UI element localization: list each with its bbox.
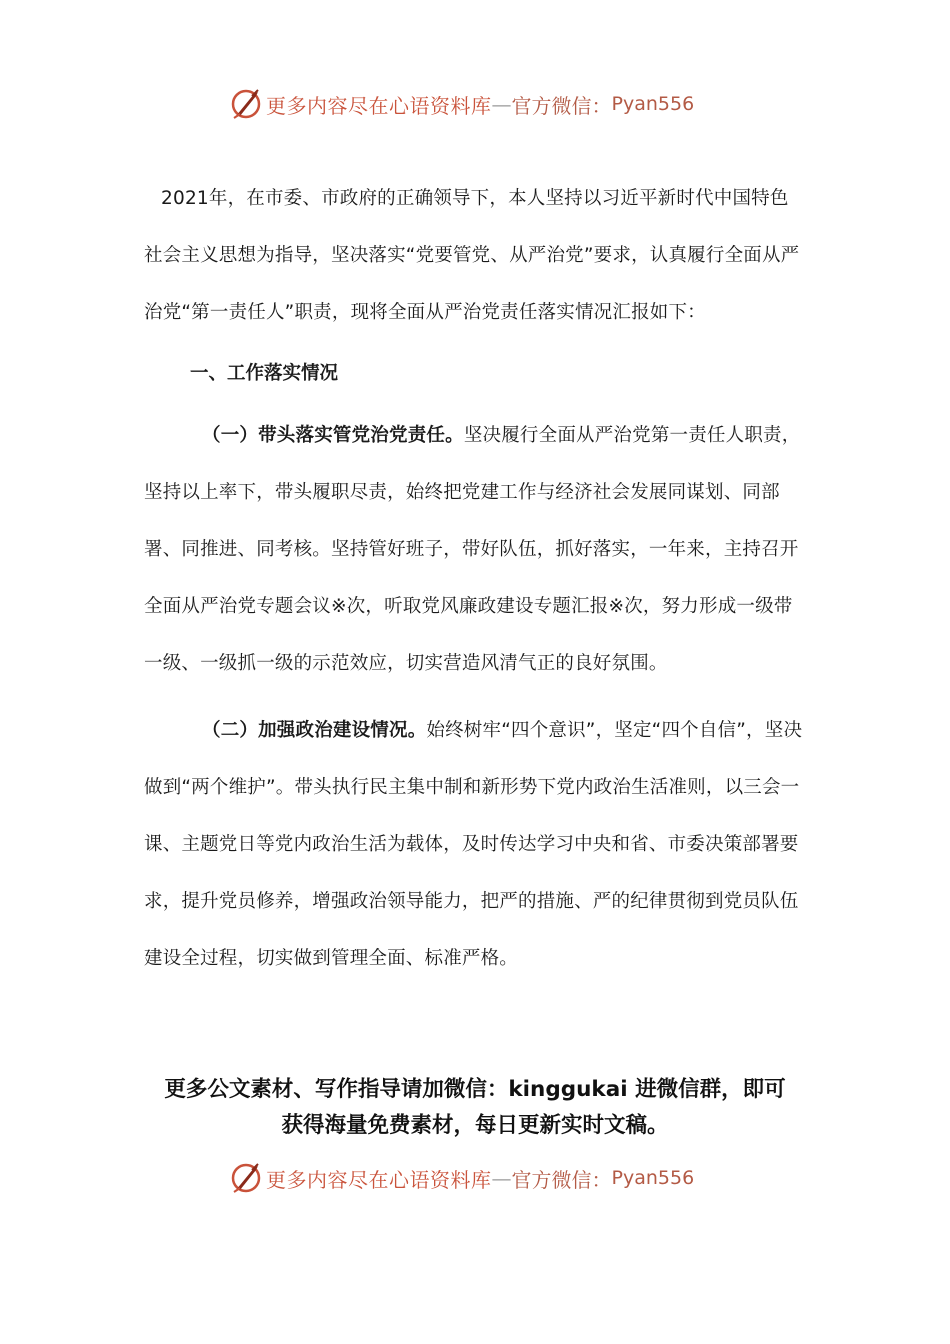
footer-promo (144, 1072, 806, 1144)
watermark-brand-text: 更多内容尽在心语资料库 (266, 1167, 492, 1192)
item-two-body: 始终树牢“四个意识”，坚定“四个自信”，坚决做到“两个维护”。带头执行民主集中制和新形势下党内政治生活准则，以三会一课、主题党日等党内政治生活为载体，及时传达学习中央和省、市委决策部署要求，提升党员修养，增强政治领导能力，把严的措施、严的纪律贯彻到党员队伍建设全过程，切实做到管理全面、标准严格。 (144, 720, 803, 969)
watermark-header (228, 84, 694, 124)
watermark-contact-id: Pyan556 (611, 1167, 695, 1189)
watermark-footer (228, 1158, 694, 1198)
item-two-paragraph (144, 702, 804, 987)
footer-promo-line-1: 更多公文素材、写作指导请加微信：kinggukai 进微信群，即可 (164, 1077, 786, 1102)
watermark-contact-label: 官方微信： (511, 1167, 612, 1192)
section-heading: 一、工作落实情况 (190, 363, 339, 384)
item-two-title: （二）加强政治建设情况。 (202, 720, 427, 741)
item-one-title: （一）带头落实管党治党责任。 (202, 425, 464, 446)
quill-logo-icon (228, 1160, 264, 1196)
item-one-body: 坚决履行全面从严治党第一责任人职责，坚持以上率下，带头履职尽责，始终把党建工作与经济社会发展同谋划、同部署、同推进、同考核。坚持管好班子，带好队伍，抓好落实，一年来，主持召开全面从严治党专题会议※次，听取党风廉政建设专题汇报※次，努力形成一级带一级、一级抓一级的示范效应，切实营造风清气正的良好氛围。 (144, 425, 801, 674)
quill-logo-icon (228, 86, 264, 122)
watermark-contact-label: 官方微信： (511, 93, 612, 118)
watermark-dash: — (491, 1166, 512, 1190)
intro-paragraph: 2021年，在市委、市政府的正确领导下，本人坚持以习近平新时代中国特色社会主义思想为指导，坚决落实“党要管党、从严治党”要求，认真履行全面从严治党“第一责任人”职责，现将全面从严治党责任落实情况汇报如下： (144, 188, 800, 323)
watermark-brand-text: 更多内容尽在心语资料库 (266, 93, 492, 118)
watermark-contact-id: Pyan556 (611, 93, 695, 115)
document-body (144, 170, 804, 987)
item-one-paragraph (144, 407, 804, 692)
footer-promo-line-2: 获得海量免费素材，每日更新实时文稿。 (281, 1113, 669, 1138)
watermark-dash: — (491, 92, 512, 116)
